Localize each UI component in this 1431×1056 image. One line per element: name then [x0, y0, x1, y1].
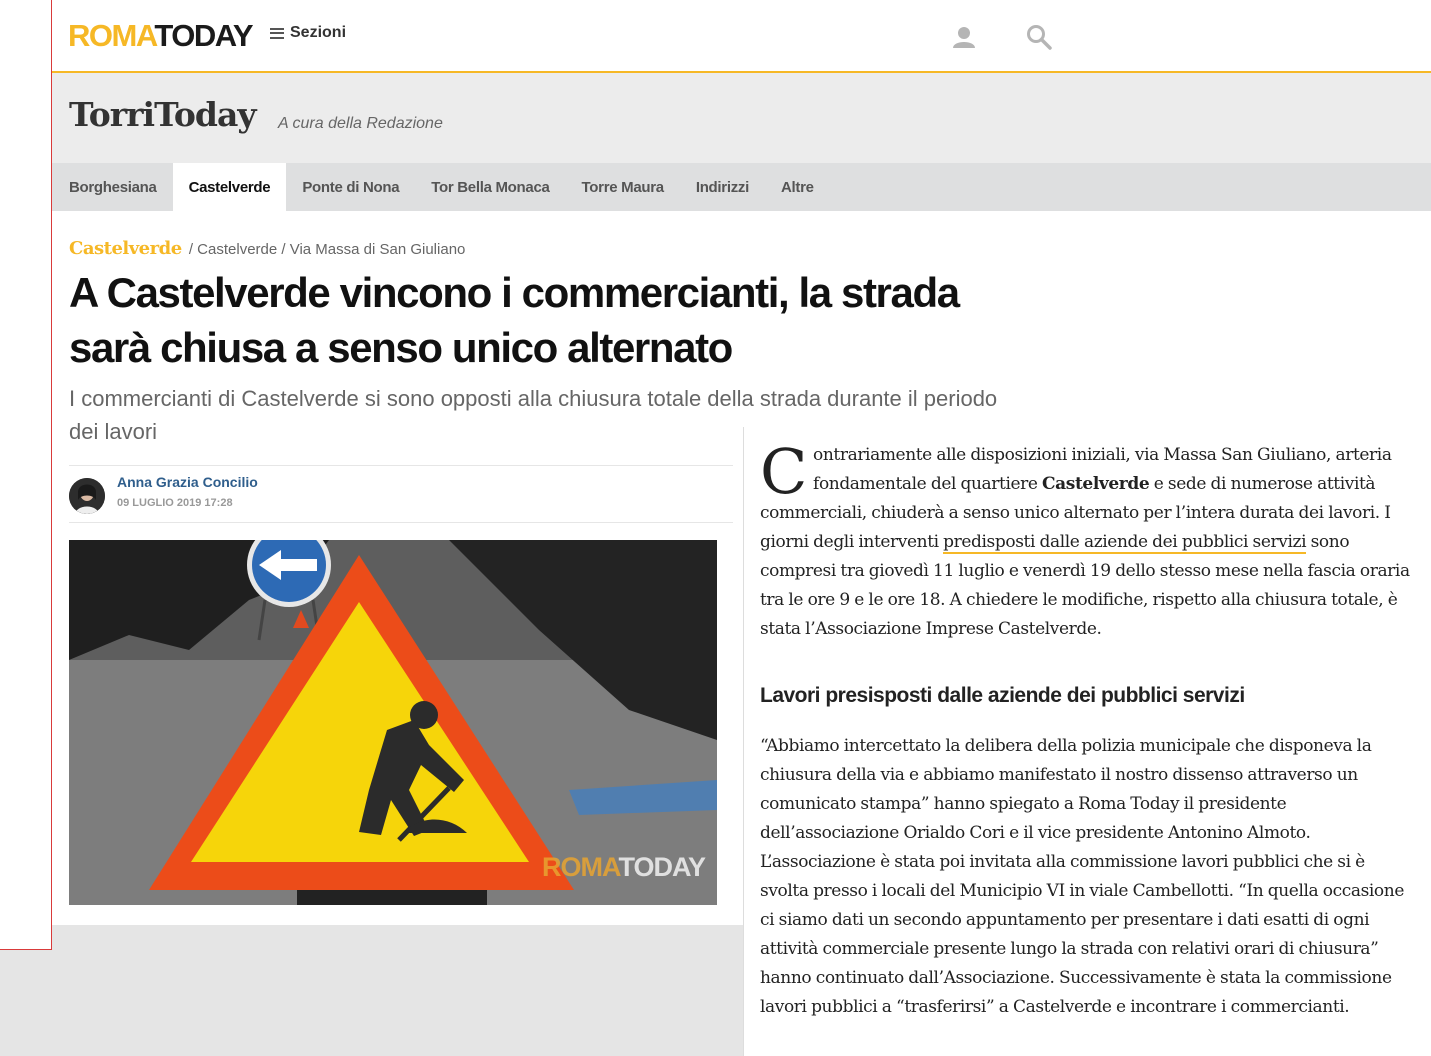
article-hero-image[interactable]: [69, 540, 717, 905]
top-bar: [52, 0, 1431, 73]
road-works-sign-illustration: [69, 540, 717, 905]
nav-item-torre-maura[interactable]: Torre Maura: [581, 178, 664, 196]
author-name-link[interactable]: Anna Grazia Concilio: [117, 474, 258, 490]
article-summary: I commercianti di Castelverde si sono opposti alla chiusura totale della strada durante il periodo dei lavori: [69, 386, 998, 444]
breadcrumb-path: / Castelverde / Via Massa di San Giuliano: [188, 241, 466, 258]
breadcrumb-category[interactable]: Castelverde: [69, 238, 182, 259]
nav-item-castelverde[interactable]: Castelverde: [173, 163, 287, 211]
image-watermark: ROMATODAY: [541, 852, 705, 882]
article-paragraph-2: “Abbiamo intercettato la delibera della polizia municipale che disponeva la chiusura della via e abbiamo manifestato il nostro dissenso attraverso un comunicato stampa” hanno spiegato a Roma Today il presidente dell’associazione Orialdo Cori e il vice presidente Antonino Almoto. L’associazione è stata poi invitata alla commissione lavori pubblici che si è svolta presso i locali del Municipio VI in viale Cambellotti. “In quella occasione ci siamo dati un secondo appuntamento per presentare i dati esatti di ogni attività commerciale presente lungo la strada con relativi orari di chiusura” hanno continuato dall’Associazione. Successivamente è stata la commissione lavori pubblici a “trasferirsi” a Castelverde e incontrare i commercianti.: [760, 736, 1404, 1017]
article-body-panel: [743, 427, 1431, 1056]
publish-date: 09 LUGLIO 2019 17:28: [117, 497, 233, 509]
sections-menu-button[interactable]: [270, 24, 346, 42]
user-icon[interactable]: [952, 26, 976, 48]
nav-item-ponte-di-nona[interactable]: Ponte di Nona: [302, 178, 400, 196]
section-header: [52, 73, 1431, 163]
nav-item-indirizzi[interactable]: Indirizzi: [695, 178, 749, 196]
article-paragraph-1: Contrariamente alle disposizioni iniziali, via Massa San Giuliano, arteria fondamentale del quartiere Castelverde e sede di numerose attività commerciali, chiuderà a senso unico alternato per l’intera durata dei lavori. I giorni degli interventi predisposti dalle aziende dei pubblici servizi sono compresi tra giovedì 11 luglio e venerdì 19 dello stesso mese nella fascia oraria tra le ore 9 e le ore 18. A chiedere le modifiche, rispetto alla chiusura totale, è stata l’Associazione Imprese Castelverde.: [760, 435, 1410, 639]
author-avatar[interactable]: [69, 478, 105, 514]
section-brand[interactable]: TorriToday: [69, 95, 256, 134]
search-icon[interactable]: [1026, 24, 1052, 50]
inline-link-pubblici-servizi[interactable]: predisposti dalle aziende dei pubblici servizi: [943, 532, 1307, 552]
section-byline: A cura della Redazione: [278, 115, 443, 132]
menu-icon: [270, 28, 284, 39]
left-gutter: [0, 0, 52, 950]
breadcrumb: [69, 238, 465, 259]
sections-menu-label: Sezioni: [290, 24, 347, 41]
bold-castelverde: Castelverde: [1042, 474, 1150, 494]
article-headline: A Castelverde vincono i commercianti, la strada sarà chiusa a senso unico alternato: [69, 269, 959, 371]
site-logo[interactable]: ROMATODAY: [68, 18, 253, 53]
article-subheading: Lavori presisposti dalle aziende dei pubblici servizi: [760, 684, 1245, 707]
nav-item-altre[interactable]: Altre: [780, 178, 814, 196]
author-row: [69, 465, 733, 523]
neighborhood-nav: [52, 163, 1431, 211]
nav-item-borghesiana[interactable]: Borghesiana: [69, 178, 157, 196]
drop-cap: C: [760, 435, 808, 508]
nav-item-tor-bella-monaca[interactable]: Tor Bella Monaca: [431, 178, 550, 196]
